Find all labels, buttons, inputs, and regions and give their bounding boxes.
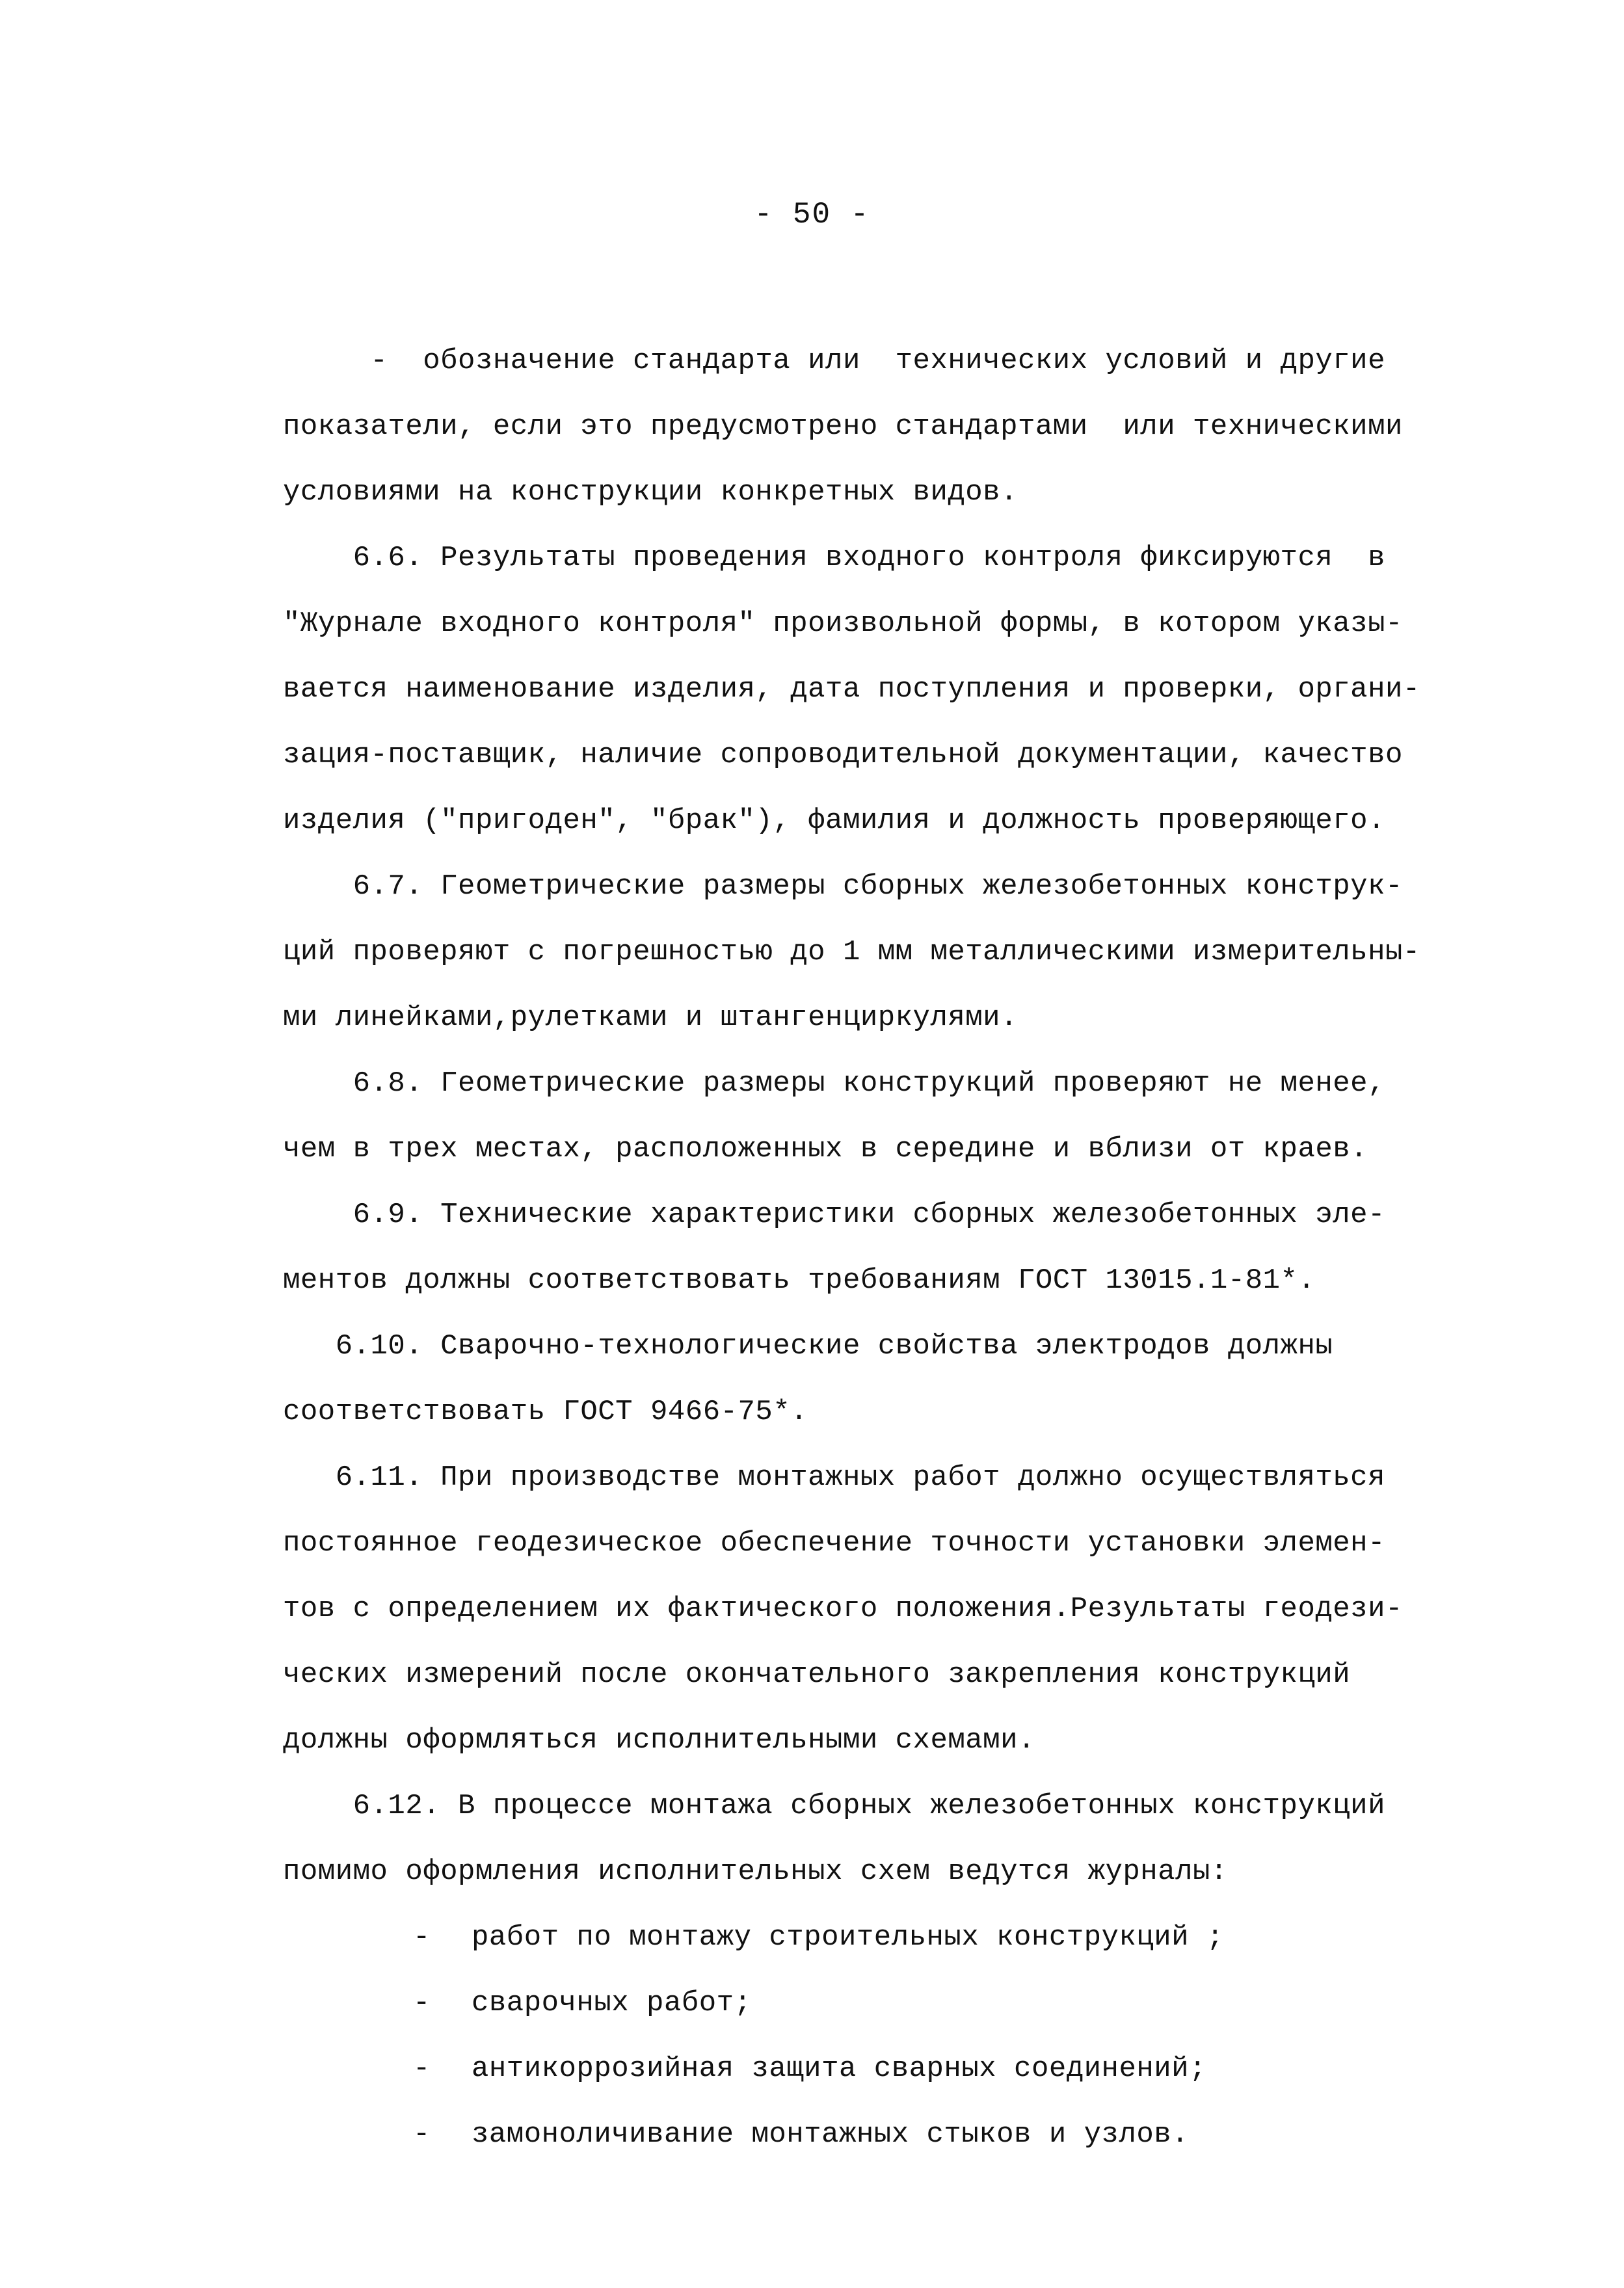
paragraph-6-6 <box>283 525 1545 854</box>
text-line: ций проверяют с погрешностью до 1 мм металлическими измерительны- <box>283 936 1420 968</box>
list-item <box>413 2036 1545 2102</box>
text-line: показатели, если это предусмотрено стандартами или техническими <box>283 410 1403 443</box>
text-line: зация-поставщик, наличие сопроводительной документации, качество <box>283 739 1403 771</box>
paragraph-6-10 <box>283 1314 1545 1445</box>
paragraph-6-12 <box>283 1774 1545 1905</box>
text-line: 6.12. В процессе монтажа сборных железобетонных конструкций <box>283 1790 1385 1822</box>
paragraph-6-9 <box>283 1182 1545 1314</box>
list-item-text: работ по монтажу строительных конструкций ; <box>472 1921 1224 1954</box>
paragraph-6-11 <box>283 1445 1545 1774</box>
text-line: условиями на конструкции конкретных видов. <box>283 476 1018 509</box>
text-line: изделия ("пригоден", "брак"), фамилия и должность проверяющего. <box>283 805 1385 837</box>
page-number: - 50 - <box>754 198 870 232</box>
text-line: "Журнале входного контроля" произвольной формы, в котором указы- <box>283 607 1403 640</box>
text-line: постоянное геодезическое обеспечение точности установки элемен- <box>283 1527 1385 1560</box>
text-line: ментов должны соответствовать требованиям ГОСТ 13015.1-81*. <box>283 1264 1316 1297</box>
list-item <box>413 2102 1545 2168</box>
paragraph-6-7 <box>283 854 1545 1051</box>
text-line: вается наименование изделия, дата поступления и проверки, органи- <box>283 673 1420 706</box>
text-line: тов с определением их фактического положения.Результаты геодези- <box>283 1593 1403 1625</box>
list-dash: - <box>413 1987 431 2019</box>
paragraph-standard-designation <box>283 328 1545 525</box>
text-line: помимо оформления исполнительных схем ведутся журналы: <box>283 1856 1228 1888</box>
text-line: ми линейками,рулетками и штангенциркулями. <box>283 1002 1018 1034</box>
body-text <box>283 328 1545 2168</box>
list-item-text: замоноличивание монтажных стыков и узлов. <box>472 2118 1190 2151</box>
list-item-text: антикоррозийная защита сварных соединений; <box>472 2053 1206 2085</box>
list-item <box>413 1905 1545 1971</box>
list-item-text: сварочных работ; <box>472 1987 752 2019</box>
list-item <box>413 1971 1545 2036</box>
text-line: 6.9. Технические характеристики сборных железобетонных эле- <box>283 1199 1385 1231</box>
list-dash: - <box>413 1921 431 1954</box>
text-line: ческих измерений после окончательного закрепления конструкций <box>283 1658 1351 1691</box>
list-dash: - <box>413 2118 431 2151</box>
text-line: 6.11. При производстве монтажных работ должно осуществляться <box>283 1461 1385 1494</box>
text-line: должны оформляться исполнительными схемами. <box>283 1724 1035 1757</box>
text-line: 6.6. Результаты проведения входного контроля фиксируются в <box>283 542 1385 574</box>
journal-list <box>283 1905 1545 2168</box>
text-line: 6.10. Сварочно-технологические свойства электродов должны <box>283 1330 1333 1363</box>
text-line: чем в трех местах, расположенных в середине и вблизи от краев. <box>283 1133 1368 1165</box>
list-dash: - <box>413 2053 431 2085</box>
text-line: 6.7. Геометрические размеры сборных железобетонных конструк- <box>283 870 1403 903</box>
text-line: соответствовать ГОСТ 9466-75*. <box>283 1396 808 1428</box>
text-line: 6.8. Геометрические размеры конструкций проверяют не менее, <box>283 1067 1385 1100</box>
text-line: - обозначение стандарта или технических условий и другие <box>283 345 1385 377</box>
paragraph-6-8 <box>283 1051 1545 1182</box>
